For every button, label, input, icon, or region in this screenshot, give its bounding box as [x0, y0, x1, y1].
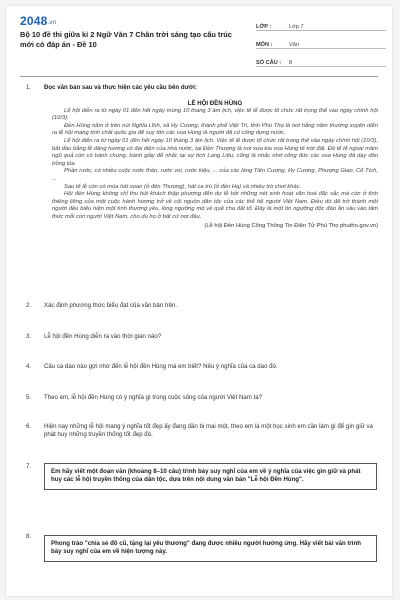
question-number: 1.	[26, 84, 32, 91]
passage-paragraph: Đền Hùng nằm ở trên núi Nghĩa Lĩnh, xã Hy Cương, thành phố Việt Trì, tỉnh Phú Thọ là nơi hằng năm thường xuyên diễn ra lễ hội mang tính chất quốc gia để suy tôn các vua Hùng là người đã có công dựng nước.	[52, 122, 378, 137]
exam-title: Bộ 10 đề thi giữa kì 2 Ngữ Văn 7 Chân trời sáng tạo cấu trúc mới có đáp án - Đề 10	[20, 30, 232, 49]
question-7-box: Em hãy viết một đoạn văn (khoảng 8–10 câu) trình bày suy nghĩ của em về ý nghĩa của việc gìn giữ và phát huy các lễ hội truyền thống của dân tộc, dựa trên nội dung văn bản "Lễ hội Đền Hùng".	[44, 463, 377, 490]
document-page	[6, 6, 392, 596]
meta-row-class	[256, 15, 386, 31]
meta-value: 8	[289, 60, 293, 66]
question-8-box: Phong trào "chia sẻ đồ cũ, tặng lại yêu thương" đang được nhiều người hưởng ứng. Hãy viết bài văn trình bày suy nghĩ của em về hiện tượng này.	[44, 535, 377, 562]
header-divider	[20, 76, 378, 77]
question-number: 2.	[26, 302, 32, 309]
question-number: 6.	[26, 423, 32, 430]
passage-paragraph: Phần rước, có nhiều cuộc rước thần, rước voi, rước kiệu, ... của các làng Tiên Cương, Hy Cương, Phượng Giao, Cổ Tích, ...	[52, 168, 378, 182]
meta-label: LỚP :	[256, 24, 272, 30]
reading-passage	[52, 100, 378, 230]
question-number: 3.	[26, 333, 32, 340]
question-number: 7.	[26, 463, 32, 470]
logo-text: 2048	[20, 14, 48, 28]
meta-row-question-count	[256, 51, 386, 67]
meta-value: Văn	[289, 42, 299, 48]
question-number: 8.	[26, 533, 32, 540]
logo-tld: .vn	[47, 20, 57, 26]
meta-row-subject	[256, 33, 386, 49]
passage-paragraph: Lễ hội diễn ra từ ngày 01 đến hết ngày mùng 10 tháng 3 âm lịch, việc tế lễ được tổ chức rất trọng thể vào ngày chính hội (10/3).	[52, 107, 378, 122]
question-text: Theo em, lễ hội đền Hùng có ý nghĩa gì trong cuộc sống của người Việt Nam ta?	[44, 394, 262, 401]
question-number: 4.	[26, 363, 32, 370]
question-text: Câu ca dao nào gợi nhớ đến lễ hội đền Hùng mà em biết? Nêu ý nghĩa của ca dao đó.	[44, 363, 278, 370]
question-text: Đọc văn bản sau và thực hiện các yêu cầu bên dưới:	[44, 84, 198, 91]
meta-label: SỐ CÂU :	[256, 60, 282, 66]
question-text: Hiện nay những lễ hội mang ý nghĩa tốt đẹp ấy đang dần bị mai một, theo em là một học sinh em cần làm gì để gìn giữ và phát huy những truyền thống tốt đẹp đó.	[44, 423, 373, 438]
document-header	[6, 6, 392, 68]
question-number: 5.	[26, 394, 32, 401]
passage-paragraph: Lễ hội diễn ra từ ngày 01 đến hết ngày 10 tháng 3 âm lịch. Việc tế lễ được tổ chức rất trọng thể vào ngày chính hội (10/3), bắt đầu bằng lễ dâng hương có đại diện của nhà nước, tại Đền Thượng là nơi xưa kia vua Hùng tế trời đất. Đồ tế lễ ngoài mâm ngũ quả còn có bánh chưng, bánh giầy để nhắc lại sự tích Lang Liêu, cũng là nhắc nhớ công đức các vua Hùng đã dạy dân trồng lúa.	[52, 137, 378, 167]
site-logo[interactable]	[20, 14, 56, 28]
passage-source: (Lễ hội Đền Hùng Cổng Thông Tin Điện Tử Phú Thọ phutho.gov.vn)	[204, 222, 378, 229]
passage-paragraph: Sau tế lễ còn có múa hát xoan (ở đền Thượng), hát ca trù (ở đền Hạ) và nhiều trò chơi khác.	[64, 183, 302, 190]
exam-meta	[256, 15, 386, 69]
question-text: Xác định phương thức biểu đạt của văn bản trên.	[44, 302, 178, 309]
passage-title: LỄ HỘI ĐỀN HÙNG	[187, 100, 243, 107]
passage-paragraph: Hội đền Hùng không chỉ thu hút khách thập phương đến dự lễ bởi những nét sinh hoạt văn hoá đặc sắc mà còn ở tính thiêng liêng của một cuộc hành hương trở về cội nguồn dân tộc của các thế hệ người Việt Nam. Điều đó đã trở thành một người đều biểu hiện một tình thương yêu, lòng ngưỡng mộ về quê cha đất tổ. Đây là một tín ngưỡng độc đáo ăn sâu vào tâm thức mỗi con người Việt Nam, cho dù họ ở bất cứ nơi đâu.	[52, 191, 378, 220]
meta-value: Lớp 7	[289, 24, 304, 30]
meta-label: MÔN :	[256, 42, 273, 48]
question-text: Lễ hội đền Hùng diễn ra vào thời gian nào?	[44, 333, 162, 340]
